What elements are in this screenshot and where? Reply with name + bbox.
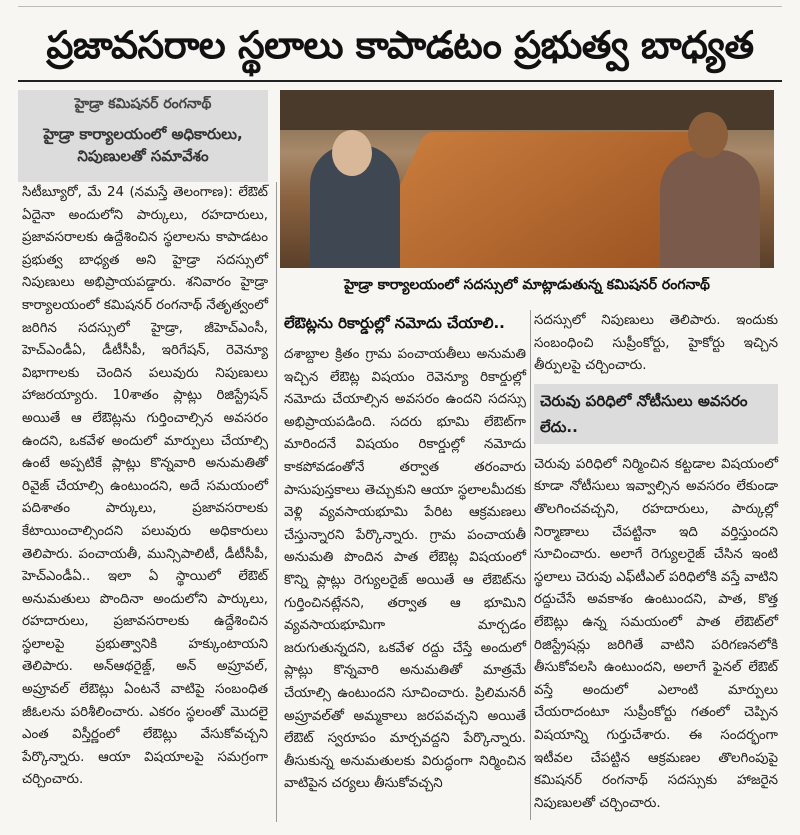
column3-heading: చెరువు పరిధిలో నోటీసులు అవసరం లేదు.. — [534, 384, 778, 444]
column1-text: సిటీబ్యూరో, మే 24 (నమస్తే తెలంగాణ): లేఔట్ ఏదైనా అందులోని పార్కులు, రహదారులు, ప్రజావసరాలకు ఉద్దేశించిన స్థలాలను కాపాడటం ప్రభుత్వ బాధ్యత అని హైడ్రా సదస్సులో నిపుణులు అభిప్రాయపడ్డారు. శనివారం హైడ్రా కార్యాలయంలో కమిషనర్ రంగనాథ్ నేతృత్వంలో జరిగిన సదస్సులో హైడ్రా, జీహెచ్ఎంసీ, హెచ్ఎండీఏ, డీటీసీపీ, ఇరిగేషన్, రెవెన్యూ విభాగాలకు చెందిన పలువురు నిపుణులు హాజరయ్యారు. 10శాతం ప్లాట్లు రిజిస్ట్రేషన్ అయితే ఆ లేఔట్లను గుర్తించాల్సిన అవసరం ఉందని, ఒకవేళ అందులో మార్పులు చేయాల్సి ఉంటే అప్పటికే ప్లాట్లు కొన్నవారి అనుమతితో రివైజ్ చేయాల్సి ఉంటుందని, అదే సమయంలో పదిశాతం పార్కులు, ప్రజావసరాలకు కేటాయించాల్సిందని పలువురు అధికారులు తెలిపారు. పంచాయతీ, మున్సిపాలిటీ, డీటీసీపీ, హెచ్ఎండీఏ.. ఇలా ఏ స్థాయిలో లేఔట్ అనుమతులు పొందినా అందులోని పార్కులు, రహదారులు, ప్రజావసరాలకు ఉద్దేశించిన స్థలాలపై ప్రభుత్వానికి హక్కుంటాయని తెలిపారు. అన్‌ఆథరైజ్డ్, అన్ అప్రూవల్, అప్రూవల్ లేఔట్లు ఏంటనే వాటిపై సంబంధిత జీఓలను పరిశీలించారు. ఎకరం స్థలంతో మొదలై ఎంత విస్తీర్ణంలో లేఔట్లు వేసుకోవచ్చని పేర్కొన్నారు. ఆయా విషయాలపై సమగ్రంగా చర్చించారు. — [22, 185, 268, 788]
subhead-line1: హైడ్రా కమిషనర్ రంగనాథ్ — [74, 96, 212, 112]
column2-heading: లేఔట్లను రికార్డుల్లో నమోదు చేయాలి.. — [284, 314, 505, 332]
column3-text: చెరువు పరిధిలో నిర్మించిన కట్టడాల విషయంలో కూడా నోటీసులు ఇవ్వాల్సిన అవసరం లేకుండా తొలగించవచ్చని, రహదారులు, పార్కుల్లో నిర్మాణాలు చేపట్టినా ఇది వర్తిస్తుందని సూచించారు. అలాగే రెగ్యులరైజ్ చేసిన ఇంటి స్థలాలు చెరువు ఎఫ్‌టీఎల్ పరిధిలోకి వస్తే వాటిని రద్దుచేసే అవకాశం ఉంటుందని, పాత, కొత్త లేఔట్లు ఉన్న సమయంలో పాత లేఔట్‌లో రిజిస్ట్రేషన్లు జరిగితే వాటిని పరిగణనలోకి తీసుకోవలసి ఉంటుందని, అలాగే ఫైనల్ లేఔట్ వస్తే అందులో ఎలాంటి మార్పులు చేయరాదంటూ సుప్రీంకోర్టు గతంలో చెప్పిన విషయాన్ని గుర్తుచేశారు. ఈ సందర్భంగా ఇటీవల చేపట్టిన ఆక్రమణల తొలగింపుపై కమిషనర్ రంగనాథ్ సదస్సుకు హాజరైన నిపుణులతో చర్చించారు. — [534, 456, 778, 811]
photo-head-left — [332, 130, 372, 176]
article-column-3 — [534, 310, 778, 820]
article-column-2 — [284, 310, 526, 820]
headline-rule — [18, 80, 782, 82]
top-rule — [18, 6, 782, 7]
column-divider-1 — [276, 182, 277, 822]
column2-text: దశాబ్దాల క్రితం గ్రామ పంచాయతీలు అనుమతి ఇచ్చిన లేఔట్ల విషయం రెవెన్యూ రికార్డుల్లో నమోదు చేయాల్సిన అవసరం ఉందని సదస్సు అభిప్రాయపడింది. సదరు భూమి లేఔట్‌గా మారిందనే విషయం రికార్డుల్లో నమోదు కాకపోవడంతోనే తర్వాత తరంవారు పాసుపుస్తకాలు తెచ్చుకుని ఆయా స్థలాలమీదకు వెళ్లి వ్యవసాయభూమి పేరిట ఆక్రమణలు చేస్తున్నారని పేర్కొన్నారు. గ్రామ పంచాయతీ అనుమతి పొందిన పాత లేఔట్ల విషయంలో కొన్ని ప్లాట్లు రెగ్యులరైజ్ అయితే ఆ లేఔట్‌ను గుర్తించినట్లేనని, తర్వాత ఆ భూమిని వ్యవసాయభూమిగా మార్చడం జరుగుతున్నదని, ఒకవేళ రద్దు చేస్తే అందులో ప్లాట్లు కొన్నవారి అనుమతితో మాత్రమే చేయాల్సి ఉంటుందని సూచించారు. ప్రిలిమనరీ అప్రూవల్‌తో అమ్మకాలు జరపవచ్చని అయితే లేఔట్ స్వరూపం మార్చవద్దని పేర్కొన్నారు. తీసుకున్న అనుమతులకు విరుద్ధంగా నిర్మించిన వాటిపైన చర్యలు తీసుకోవచ్చని — [284, 347, 526, 792]
column3-text-top: సదస్సులో నిపుణులు తెలిపారు. ఇందుకు సంబంధించి సుప్రీంకోర్టు, హైకోర్టు ఇచ్చిన తీర్పులపై చర్చించారు. — [534, 313, 778, 374]
article-column-1 — [22, 182, 268, 822]
headline: ప్రజావసరాల స్థలాలు కాపాడటం ప్రభుత్వ బాధ్యత — [46, 23, 754, 67]
subhead-line2: హైడ్రా కార్యాలయంలో అధికారులు, నిపుణులతో సమావేశం — [43, 125, 243, 165]
photo-head-right — [688, 112, 728, 158]
column-divider-2 — [530, 310, 531, 820]
meeting-photo — [280, 90, 774, 268]
photo-caption: హైడ్రా కార్యాలయంలో సదస్సులో మాట్లాడుతున్న కమిషనర్ రంగనాథ్ — [344, 277, 710, 293]
subhead-box — [18, 90, 268, 182]
photo-person-right — [660, 150, 760, 268]
